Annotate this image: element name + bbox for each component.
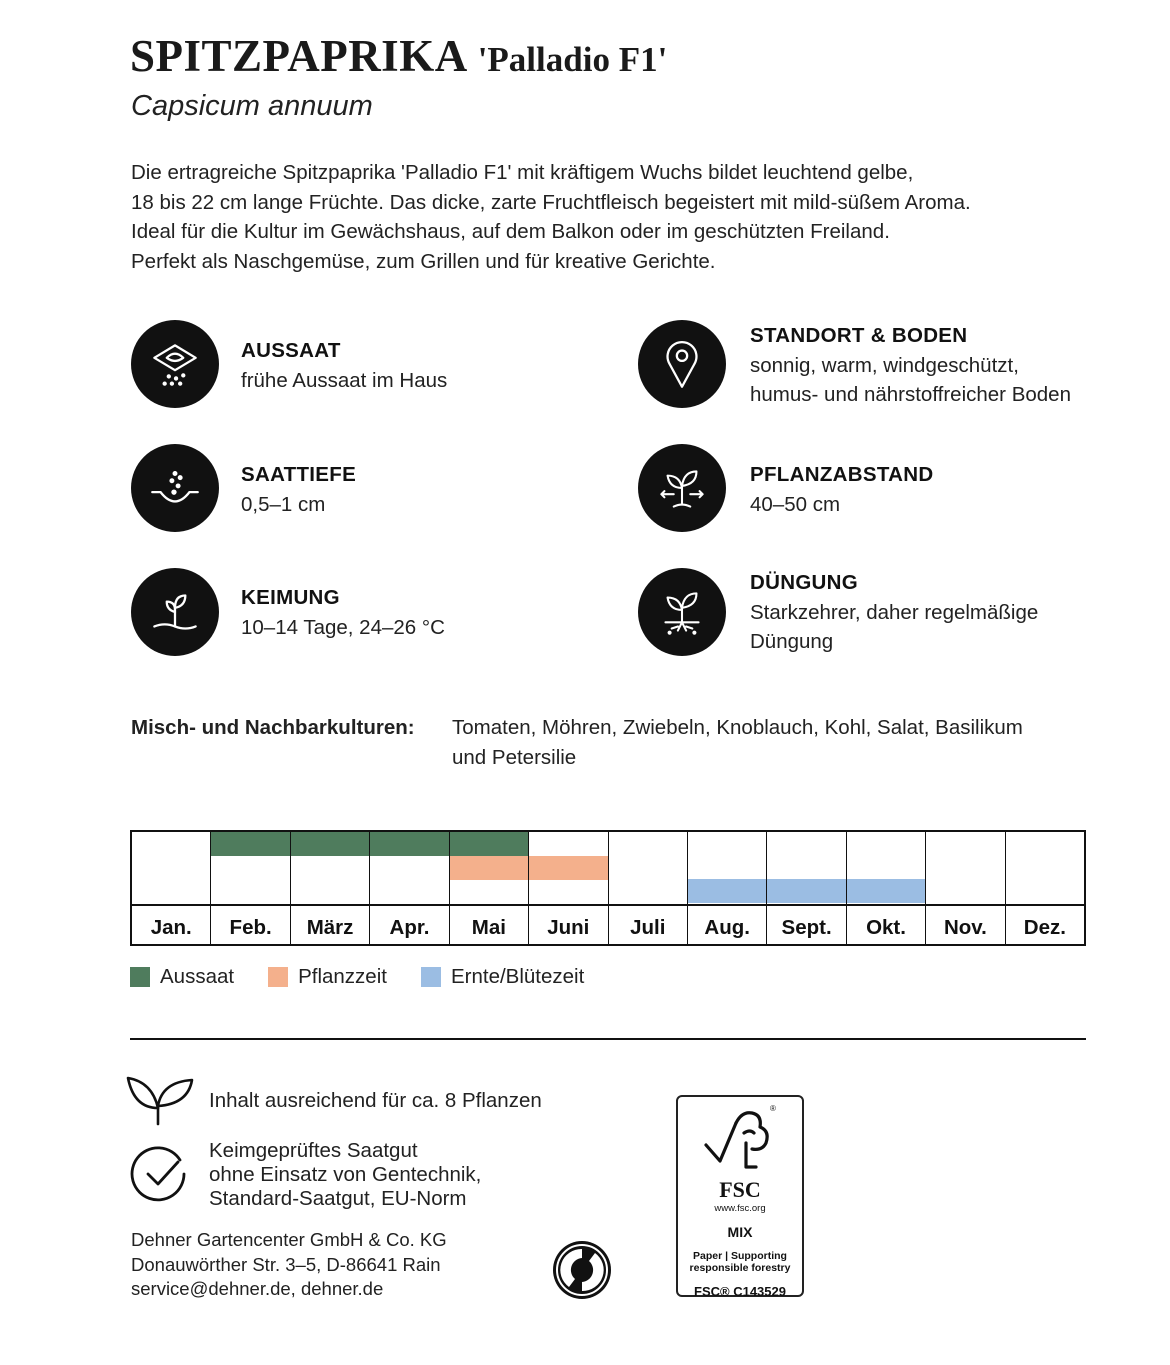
calendar-month-bars [211,832,289,906]
calendar-month-bars [926,832,1004,906]
plant-outline-icon [124,1072,196,1133]
fsc-label [676,1095,804,1297]
calendar-bar-plant [529,856,607,880]
calendar-month-bars [370,832,448,906]
calendar-month [926,832,1005,944]
calendar-bar-sow [370,832,448,856]
fsc-site: www.fsc.org [714,1203,766,1214]
calendar-bar-harvest [847,879,925,903]
quality-statement [209,1139,481,1211]
info-saattiefe-title: SAATTIEFE [241,463,357,486]
calendar-month [609,832,688,944]
sprout-icon [131,568,219,656]
info-aussaat-text: frühe Aussaat im Haus [241,368,448,392]
green-dot-recycling-icon [551,1239,613,1306]
calendar-month [132,832,211,944]
companion-values [452,713,1102,772]
calendar-month-label: Aug. [704,916,750,939]
info-standort-title: STANDORT & BODEN [750,324,968,347]
info-saattiefe [241,460,356,519]
fsc-code: FSC® C143529 [694,1284,786,1299]
info-duengung [750,568,1038,657]
calendar-bar-sow [450,832,528,856]
legend-label-harvest: Ernte/Blütezeit [450,965,585,988]
seed-depth-icon [131,444,219,532]
content-amount: Inhalt ausreichend für ca. 8 Pflanzen [209,1089,542,1112]
calendar-legend [130,965,618,989]
fsc-word: FSC [719,1177,761,1202]
calendar-month [211,832,290,944]
calendar-month-label: Dez. [1023,916,1066,939]
location-pin-icon [638,320,726,408]
latin-name: Capsicum annuum [131,90,373,122]
info-pflanzabstand-text: 40–50 cm [750,492,841,516]
sowing-calendar [130,830,1086,946]
calendar-month-bars [291,832,369,906]
intro-line: Die ertragreiche Spitzpaprika 'Palladio F1' mit kräftigem Wuchs bildet leuchtend gelbe, [131,161,914,184]
variety-name: 'Palladio F1' [477,40,668,79]
calendar-month-bars [609,832,687,906]
calendar-month-bars [688,832,766,906]
calendar-month [688,832,767,944]
product-name: SPITZPAPRIKA [130,31,468,81]
legend-item-harvest [421,965,584,989]
divider [130,1038,1086,1040]
info-saattiefe-text: 0,5–1 cm [241,492,326,516]
legend-swatch-harvest [421,967,441,987]
calendar-bar-sow [211,832,289,856]
calendar-month [767,832,846,944]
info-aussaat [241,336,447,395]
calendar-month-bars [132,832,210,906]
info-keimung-title: KEIMUNG [241,586,340,609]
calendar-month-label: Juli [630,916,666,939]
calendar-month-label: Okt. [866,916,906,939]
plant-spacing-icon [638,444,726,532]
info-standort-line1: sonnig, warm, windgeschützt, [750,353,1019,377]
calendar-month [291,832,370,944]
fertilizer-icon [638,568,726,656]
calendar-month [1006,832,1084,944]
calendar-month-label: Sept. [781,916,832,939]
companion-line1: Tomaten, Möhren, Zwiebeln, Knoblauch, Kohl, Salat, Basilikum [452,716,1023,739]
fsc-paper-line1: Paper | Supporting [693,1250,787,1262]
company-line3: service@dehner.de, dehner.de [131,1278,384,1299]
info-aussaat-title: AUSSAAT [241,339,341,362]
info-duengung-line1: Starkzehrer, daher regelmäßige [750,600,1039,624]
info-standort-line2: humus- und nährstoffreicher Boden [750,383,1071,406]
legend-swatch-sow [130,967,150,987]
calendar-month-label: März [306,916,354,939]
intro-line: Perfekt als Naschgemüse, zum Grillen und für kreative Gerichte. [131,249,716,273]
calendar-month [529,832,608,944]
calendar-month-label: Juni [547,916,590,939]
info-keimung-text: 10–14 Tage, 24–26 °C [241,615,445,639]
svg-text:®: ® [770,1104,776,1113]
quality-line1: Keimgeprüftes Saatgut [209,1139,418,1162]
info-pflanzabstand [750,460,933,519]
calendar-bar-plant [450,856,528,880]
legend-label-plant: Pflanzzeit [298,965,387,988]
quality-line2: ohne Einsatz von Gentechnik, [209,1163,482,1186]
info-duengung-title: DÜNGUNG [750,571,859,594]
companion-line2: und Petersilie [452,745,577,769]
legend-item-sow [130,965,234,989]
fsc-mix: MIX [727,1224,753,1240]
fsc-paper [678,1250,802,1274]
calendar-month-bars [767,832,845,906]
companion-label: Misch- und Nachbarkulturen: [131,716,415,739]
calendar-month-bars [1006,832,1084,906]
info-pflanzabstand-title: PFLANZABSTAND [750,463,934,486]
legend-label-sow: Aussaat [160,965,235,988]
intro-line: Ideal für die Kultur im Gewächshaus, auf dem Balkon oder im geschützten Freiland. [131,220,890,243]
company-address [131,1228,447,1302]
calendar-month-label: Jan. [150,916,192,939]
calendar-month [370,832,449,944]
calendar-month [847,832,926,944]
calendar-month-bars [847,832,925,906]
intro-text [131,158,971,276]
company-line2: Donauwörther Str. 3–5, D-86641 Rain [131,1253,441,1275]
seed-packet-icon [131,320,219,408]
info-keimung [241,583,445,642]
quality-line3: Standard-Saatgut, EU-Norm [209,1187,467,1210]
company-line1: Dehner Gartencenter GmbH & Co. KG [131,1229,447,1250]
product-title [130,30,667,82]
calendar-month-label: Feb. [229,916,272,939]
calendar-month-label: Apr. [389,916,430,939]
checkmark-circle-icon [130,1144,190,1209]
legend-item-plant [268,965,387,989]
legend-swatch-plant [268,967,288,987]
calendar-bar-sow [291,832,369,856]
fsc-paper-line2: responsible forestry [689,1262,791,1274]
calendar-month-label: Mai [471,916,506,939]
calendar-bar-harvest [767,879,845,903]
calendar-month-bars [529,832,607,906]
info-standort [750,321,1071,410]
calendar-month-bars [450,832,528,906]
info-duengung-line2: Düngung [750,630,834,653]
calendar-month [450,832,529,944]
intro-line: 18 bis 22 cm lange Früchte. Das dicke, zarte Fruchtfleisch begeistert mit mild-süßem Aroma. [131,190,971,214]
calendar-month-label: Nov. [943,916,987,939]
calendar-bar-harvest [688,879,766,903]
fsc-tree-icon [678,1097,802,1175]
